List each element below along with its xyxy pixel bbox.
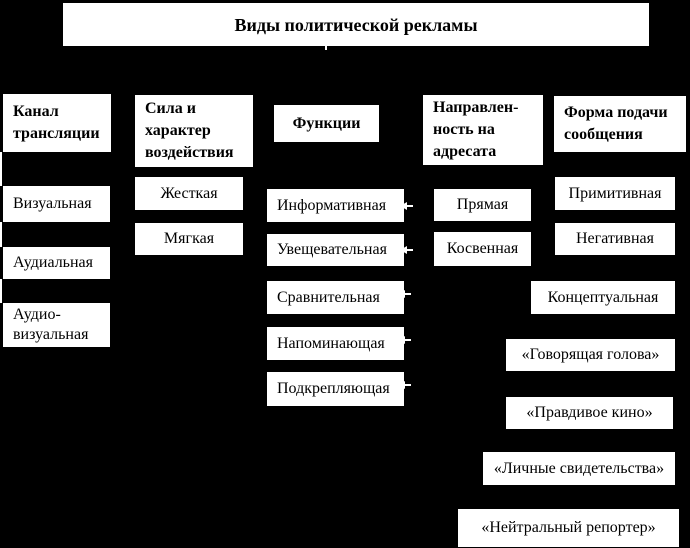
title-connector-tick: [325, 46, 327, 50]
header-functions-box: Функции: [274, 105, 379, 142]
arrow-tick-1: [400, 202, 413, 210]
channel-item-audial: Аудиальная: [3, 247, 110, 279]
form-item-personal-testimonies: «Личные свидетельства»: [483, 452, 675, 485]
form-item-neutral-reporter: «Нейтральный репортер»: [458, 509, 679, 547]
arrow-tick-3: [398, 290, 411, 298]
arrow-tick-4: [398, 336, 411, 344]
strength-item-soft: Мягкая: [135, 223, 243, 255]
header-message-form-box: Форма подачи сообщения: [554, 96, 686, 152]
arrow-tick-2: [400, 246, 413, 254]
functions-item-exhortative: Увещевательная: [267, 234, 404, 266]
targeting-item-direct: Прямая: [434, 189, 531, 221]
channel-item-visual: Визуальная: [3, 186, 110, 222]
header-channel-box: Канал трансляции: [3, 94, 111, 152]
channel-item-audiovisual: Аудио-визуальная: [3, 303, 110, 347]
functions-item-reminding: Напоминающая: [267, 327, 404, 360]
connector-line-2: [0, 222, 2, 247]
header-strength-box: Сила и характер воздействия: [135, 95, 253, 167]
header-targeting-box: Направлен-ность на адресата: [423, 95, 543, 165]
functions-item-comparative: Сравнительная: [267, 281, 404, 314]
form-item-primitive: Примитивная: [555, 177, 675, 210]
functions-item-reinforcing: Подкрепляющая: [267, 372, 404, 406]
form-item-conceptual: Концептуальная: [531, 281, 675, 314]
strength-item-hard: Жесткая: [135, 177, 243, 210]
form-item-talking-head: «Говорящая голова»: [506, 339, 675, 371]
title-box: Виды политической рекламы: [63, 3, 649, 46]
functions-item-informative: Информативная: [267, 189, 404, 222]
form-item-negative: Негативная: [555, 223, 675, 255]
connector-line-1: [0, 152, 2, 186]
targeting-item-indirect: Косвенная: [434, 232, 531, 266]
form-item-true-cinema: «Правдивое кино»: [506, 397, 673, 429]
arrow-tick-5: [398, 381, 411, 389]
connector-line-3: [0, 279, 2, 303]
